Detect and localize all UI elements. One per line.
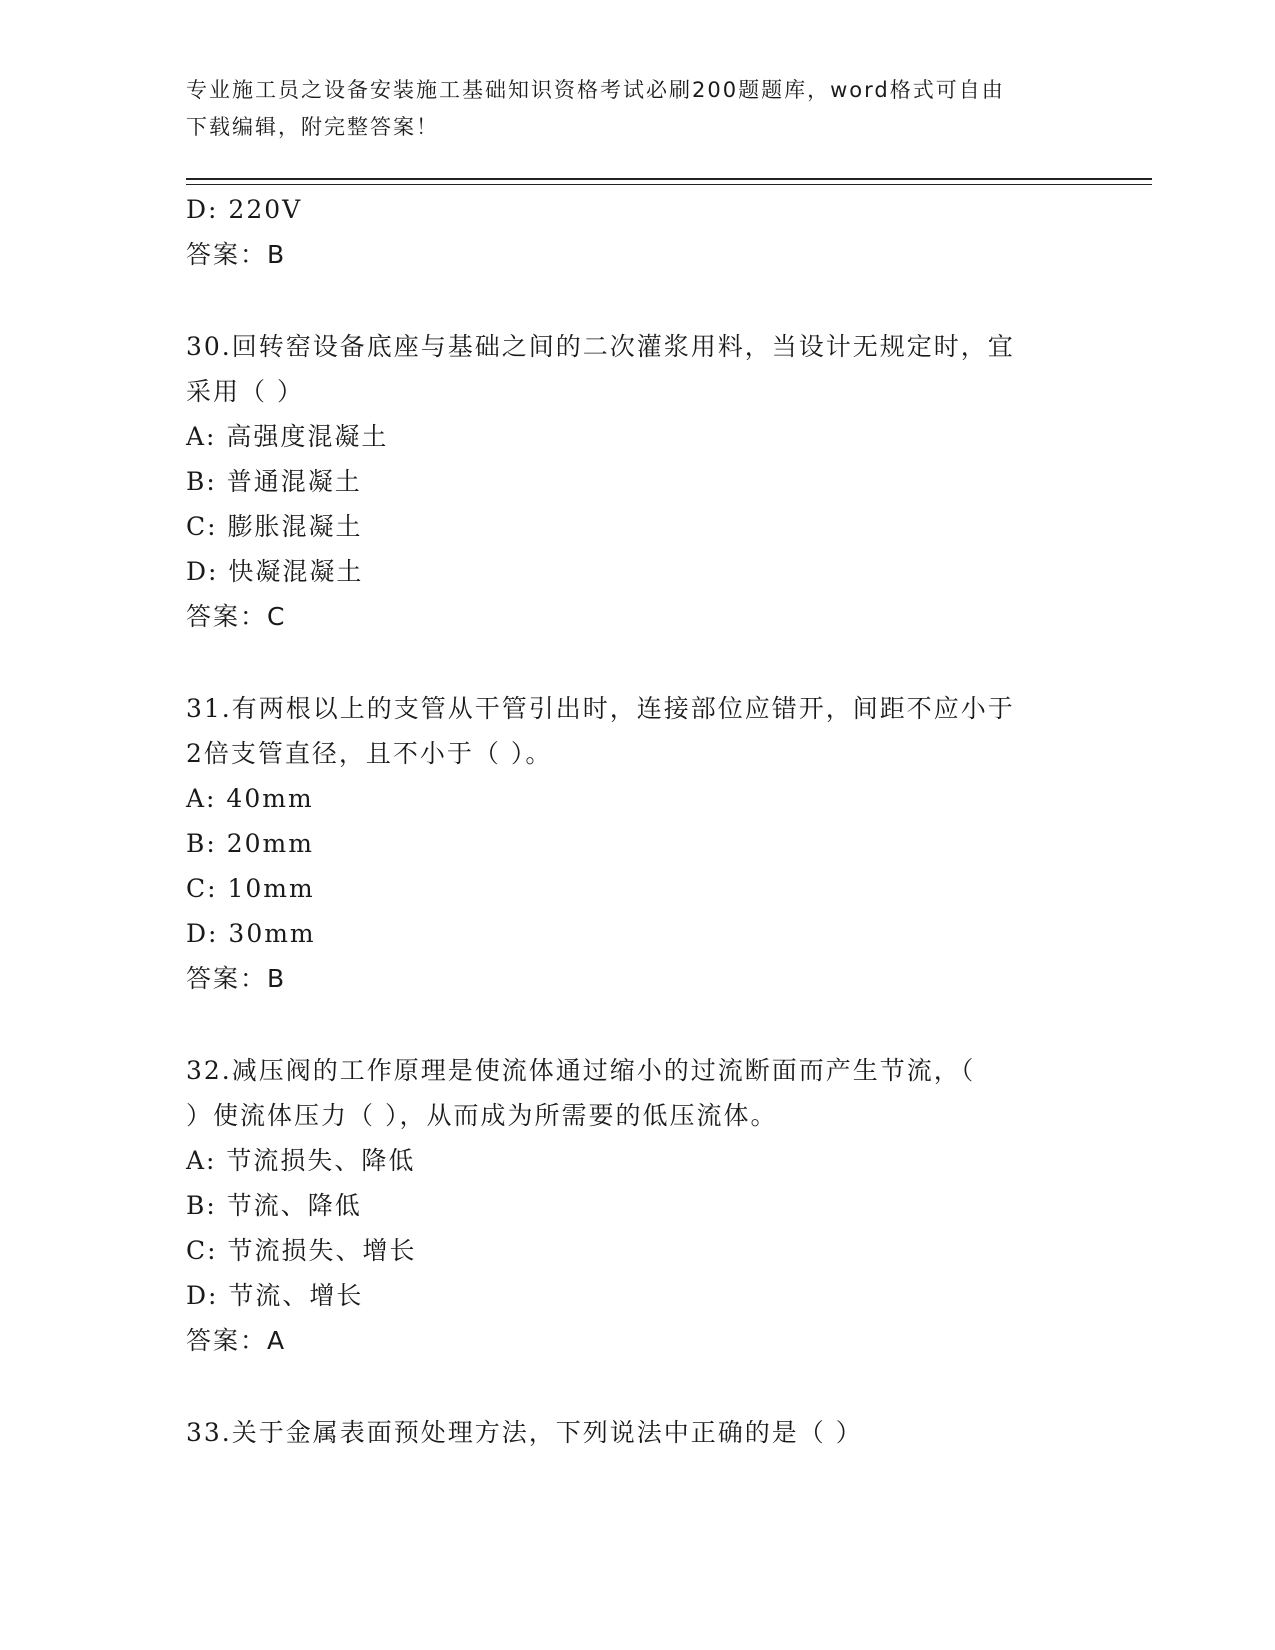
option-c: C: 10mm [186, 874, 315, 903]
question-stem-line-1: 31.有两根以上的支管从干管引出时，连接部位应错开，间距不应小于 [186, 694, 1015, 723]
question-stem-line-2: ）使流体压力（ ），从而成为所需要的低压流体。 [186, 1101, 778, 1130]
answer: 答案：C [186, 602, 287, 631]
question-32 [186, 1048, 1086, 1363]
option-b: B: 节流、降低 [186, 1191, 362, 1220]
option-a: A: 节流损失、降低 [186, 1146, 416, 1175]
answer: 答案：A [186, 1326, 287, 1355]
question-31 [186, 686, 1086, 1001]
option-d: D: 快凝混凝土 [186, 557, 364, 586]
document-header [186, 72, 1076, 146]
question-stem-line-1: 33.关于金属表面预处理方法，下列说法中正确的是（ ） [186, 1418, 863, 1447]
question-stem-line-2: 采用（ ） [186, 377, 304, 406]
option-d: D: 220V [186, 195, 303, 224]
question-33 [186, 1410, 1086, 1455]
question-stem-line-2: 2倍支管直径，且不小于（ ）。 [186, 739, 553, 768]
header-divider-thick [186, 178, 1152, 180]
answer: 答案：B [186, 240, 287, 269]
option-d: D: 30mm [186, 919, 316, 948]
option-c: C: 膨胀混凝土 [186, 512, 363, 541]
option-c: C: 节流损失、增长 [186, 1236, 417, 1265]
header-line-1: 专业施工员之设备安装施工基础知识资格考试必刷200题题库，word格式可自由 [186, 78, 1005, 102]
option-b: B: 普通混凝土 [186, 467, 362, 496]
question-stem-line-1: 32.减压阀的工作原理是使流体通过缩小的过流断面而产生节流，（ [186, 1056, 976, 1085]
answer: 答案：B [186, 964, 287, 993]
header-line-2: 下载编辑，附完整答案！ [186, 115, 439, 139]
question-list [186, 187, 1086, 1455]
header-divider-thin [186, 184, 1152, 185]
question-stem-line-1: 30.回转窑设备底座与基础之间的二次灌浆用料，当设计无规定时，宜 [186, 332, 1015, 361]
question-29-tail [186, 187, 1086, 277]
option-b: B: 20mm [186, 829, 314, 858]
question-30 [186, 324, 1086, 639]
option-d: D: 节流、增长 [186, 1281, 364, 1310]
option-a: A: 40mm [186, 784, 314, 813]
option-a: A: 高强度混凝土 [186, 422, 389, 451]
